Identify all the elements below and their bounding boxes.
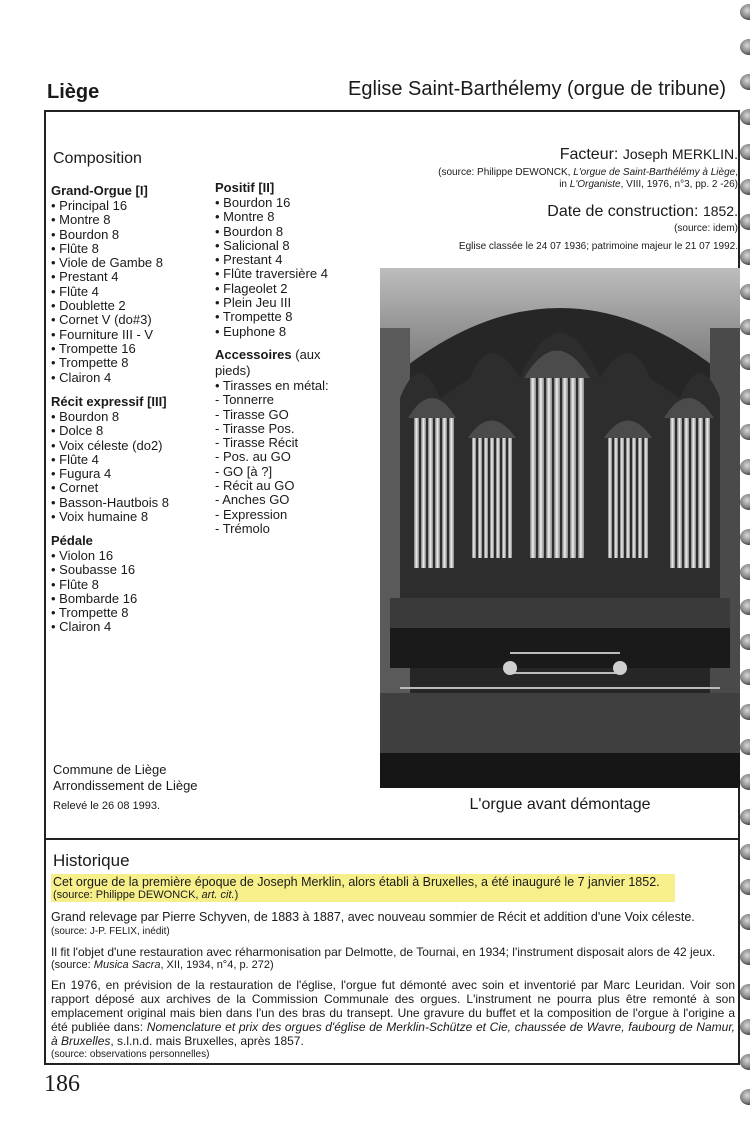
- historique-p3: Il fit l'objet d'une restauration avec réharmonisation par Delmotte, de Tournai, en 1934; l'instrument disposait alors de 42 jeux.: [51, 945, 716, 959]
- organ-illustration: [380, 268, 740, 788]
- binding-ring: [740, 39, 750, 55]
- grand-orgue-stop-item: • Flûte 8: [51, 240, 99, 256]
- construction-year: 1852.: [702, 203, 738, 219]
- positif-section: [215, 180, 375, 339]
- positif-stop-item: • Trompette 8: [215, 309, 293, 325]
- historique-p2-source: (source: J-P. FELIX, inédit): [51, 926, 170, 937]
- grand-orgue-stop-item: • Montre 8: [51, 212, 111, 228]
- accessoires-items: [215, 379, 375, 536]
- recit-stop-item: • Cornet: [51, 480, 99, 496]
- recit-stop-item: • Fugura 4: [51, 466, 112, 482]
- historique-p1: Cet orgue de la première époque de Joseph Merklin, alors établi à Bruxelles, a été inauguré le 7 janvier 1852.: [53, 875, 660, 889]
- positif-stop-item: • Bourdon 16: [215, 195, 291, 210]
- grand-orgue-stops: [51, 199, 216, 385]
- pedale-section: [51, 533, 216, 635]
- binding-ring: [740, 319, 750, 335]
- pedale-stop-item: • Soubasse 16: [51, 562, 136, 578]
- grand-orgue-stop-item: • Fourniture III - V: [51, 326, 154, 342]
- positif-stop-item: • Plein Jeu III: [215, 295, 292, 311]
- accessoire-item: - Tirasse GO: [215, 406, 289, 422]
- pedale-stops: [51, 549, 216, 635]
- binding-ring: [740, 739, 750, 755]
- binding-ring: [740, 389, 750, 405]
- binding-ring: [740, 109, 750, 125]
- church-title: Eglise Saint-Barthélemy (orgue de tribune): [348, 78, 726, 100]
- accessoire-item: - Tirasse Pos.: [215, 420, 295, 436]
- accessoire-item: - Anches GO: [215, 492, 290, 508]
- recit-stops: [51, 410, 216, 524]
- accessoire-item: - Expression: [215, 506, 288, 522]
- positif-stop-item: • Euphone 8: [215, 323, 287, 339]
- releve-date: Relevé le 26 08 1993.: [53, 800, 161, 812]
- positif-stop-item: • Prestant 4: [215, 252, 283, 268]
- grand-orgue-stop-item: • Prestant 4: [51, 269, 119, 285]
- binding-ring: [740, 354, 750, 370]
- pedale-stop-item: • Flûte 8: [51, 576, 99, 592]
- page-number: 186: [44, 1071, 80, 1097]
- facteur-source: (source: Philippe DEWONCK, L'orgue de Saint-Barthélémy à Liège, in L'Organiste, VIII, 1976, n°3, pp. 2 -26): [438, 167, 738, 190]
- construction-source: (source: idem): [674, 223, 738, 234]
- commune-line1: Commune de Liège: [53, 762, 167, 777]
- positif-stop-item: • Salicional 8: [215, 237, 290, 253]
- binding-ring: [740, 459, 750, 475]
- binding-ring: [740, 809, 750, 825]
- grand-orgue-stop-item: • Viole de Gambe 8: [51, 255, 163, 271]
- recit-stop-item: • Bourdon 8: [51, 409, 120, 424]
- organ-photo: [380, 268, 740, 788]
- binding-ring: [740, 529, 750, 545]
- positif-stop-item: • Flageolet 2: [215, 280, 288, 296]
- photo-caption: L'orgue avant démontage: [469, 796, 651, 813]
- grand-orgue-stop-item: • Trompette 16: [51, 340, 136, 356]
- binding-ring: [740, 1019, 750, 1035]
- accessoire-item: - Récit au GO: [215, 478, 295, 494]
- grand-orgue-stop-item: • Bourdon 8: [51, 226, 120, 242]
- binding-ring: [740, 494, 750, 510]
- commune-line2: Arrondissement de Liège: [53, 778, 198, 793]
- recit-stop-item: • Voix humaine 8: [51, 509, 149, 525]
- frame-bottom-rule: [44, 1063, 740, 1065]
- historique-p4: En 1976, en prévision de la restauration de l'église, l'orgue fut démonté avec soin et inventorié par Marc Leuridan. Voir son rapport déposé aux archives de la Commission Communale des orgues. L'instrument ne pourra plus être remonté à son emplacement original mais bien dans l'un des bras du transept. Une gravure du buffet et la composition de l'orgue à l'origine a été publiée dans: Nomenclature et prix des orgues d'église de Merklin-Schütze et Cie, chaussée de Wavre, faubourg de Namur, à Bruxelles, s.l.n.d. mais Bruxelles, après 1857.: [51, 978, 735, 1048]
- binding-ring: [740, 774, 750, 790]
- binding-ring: [740, 249, 750, 265]
- accessoires-title: Accessoires (aux pieds): [215, 347, 321, 378]
- grand-orgue-stop-item: • Principal 16: [51, 198, 128, 213]
- binding-ring: [740, 179, 750, 195]
- binding-ring: [740, 669, 750, 685]
- facteur-block: [358, 146, 738, 253]
- commune-block: [53, 762, 198, 814]
- positif-stop-item: • Montre 8: [215, 209, 275, 225]
- accessoire-item: - Tirasse Récit: [215, 435, 299, 451]
- pedale-stop-item: • Clairon 4: [51, 619, 112, 635]
- binding-ring: [740, 144, 750, 160]
- grand-orgue-section: [51, 183, 216, 385]
- binding-ring: [740, 844, 750, 860]
- recit-stop-item: • Dolce 8: [51, 423, 104, 439]
- positif-stops: [215, 196, 375, 339]
- frame-left-rule: [44, 110, 46, 1065]
- historique-p3-source: (source: Musica Sacra, XII, 1934, n°4, p. 272): [51, 959, 274, 971]
- recit-title: Récit expressif [III]: [51, 394, 167, 409]
- binding-ring: [740, 914, 750, 930]
- positif-title: Positif [II]: [215, 180, 275, 195]
- binding-ring: [740, 424, 750, 440]
- pedale-title: Pédale: [51, 533, 93, 548]
- recit-stop-item: • Flûte 4: [51, 451, 99, 467]
- binding-ring: [740, 949, 750, 965]
- grand-orgue-stop-item: • Doublette 2: [51, 298, 126, 314]
- binding-ring: [740, 879, 750, 895]
- historique-top-rule: [44, 838, 740, 840]
- binding-ring: [740, 1089, 750, 1105]
- grand-orgue-stop-item: • Clairon 4: [51, 369, 112, 385]
- positif-stop-item: • Flûte traversière 4: [215, 266, 328, 282]
- accessoire-item: - Pos. au GO: [215, 449, 291, 465]
- grand-orgue-title: Grand-Orgue [I]: [51, 183, 148, 198]
- facteur-label: Facteur:: [559, 146, 619, 163]
- pedale-stop-item: • Bombarde 16: [51, 590, 138, 606]
- classement-text: Eglise classée le 24 07 1936; patrimoine majeur le 21 07 1992.: [458, 241, 738, 252]
- accessoire-item: - Tonnerre: [215, 392, 275, 408]
- binding-ring: [740, 984, 750, 1000]
- facteur-name: Joseph MERKLIN.: [622, 146, 738, 162]
- binding-ring: [740, 634, 750, 650]
- historique-p4-source: (source: observations personnelles): [51, 1049, 210, 1060]
- pedale-stop-item: • Violon 16: [51, 548, 114, 563]
- frame-top-rule: [44, 110, 740, 112]
- binding-ring: [740, 1054, 750, 1070]
- page-city-title: Liège: [47, 81, 100, 103]
- construction-label: Date de construction:: [547, 203, 699, 220]
- accessoire-item: - Trémolo: [215, 520, 270, 536]
- grand-orgue-stop-item: • Flûte 4: [51, 283, 99, 299]
- composition-title: Composition: [53, 150, 142, 167]
- historique-p2: Grand relevage par Pierre Schyven, de 1883 à 1887, avec nouveau sommier de Récit et addition d'une Voix céleste.: [51, 910, 695, 924]
- accessoire-item: • Tirasses en métal:: [215, 378, 329, 393]
- binding-ring: [740, 704, 750, 720]
- binding-ring: [740, 284, 750, 300]
- binding-ring: [740, 564, 750, 580]
- pedale-stop-item: • Trompette 8: [51, 605, 129, 621]
- grand-orgue-stop-item: • Cornet V (do#3): [51, 312, 152, 328]
- historique-title: Historique: [53, 851, 130, 870]
- binding-ring: [740, 74, 750, 90]
- accessoires-section: [215, 347, 375, 536]
- recit-section: [51, 394, 216, 524]
- binding-ring: [740, 599, 750, 615]
- grand-orgue-stop-item: • Trompette 8: [51, 355, 129, 371]
- accessoire-item: - GO [à ?]: [215, 463, 273, 479]
- binding-ring: [740, 4, 750, 20]
- highlighted-passage: [51, 874, 675, 902]
- binding-ring: [740, 214, 750, 230]
- historique-p1-source: (source: Philippe DEWONCK, art. cit.): [53, 889, 239, 901]
- recit-stop-item: • Voix céleste (do2): [51, 437, 163, 453]
- recit-stop-item: • Basson-Hautbois 8: [51, 494, 170, 510]
- historique-content: [51, 874, 737, 1061]
- positif-stop-item: • Bourdon 8: [215, 223, 284, 239]
